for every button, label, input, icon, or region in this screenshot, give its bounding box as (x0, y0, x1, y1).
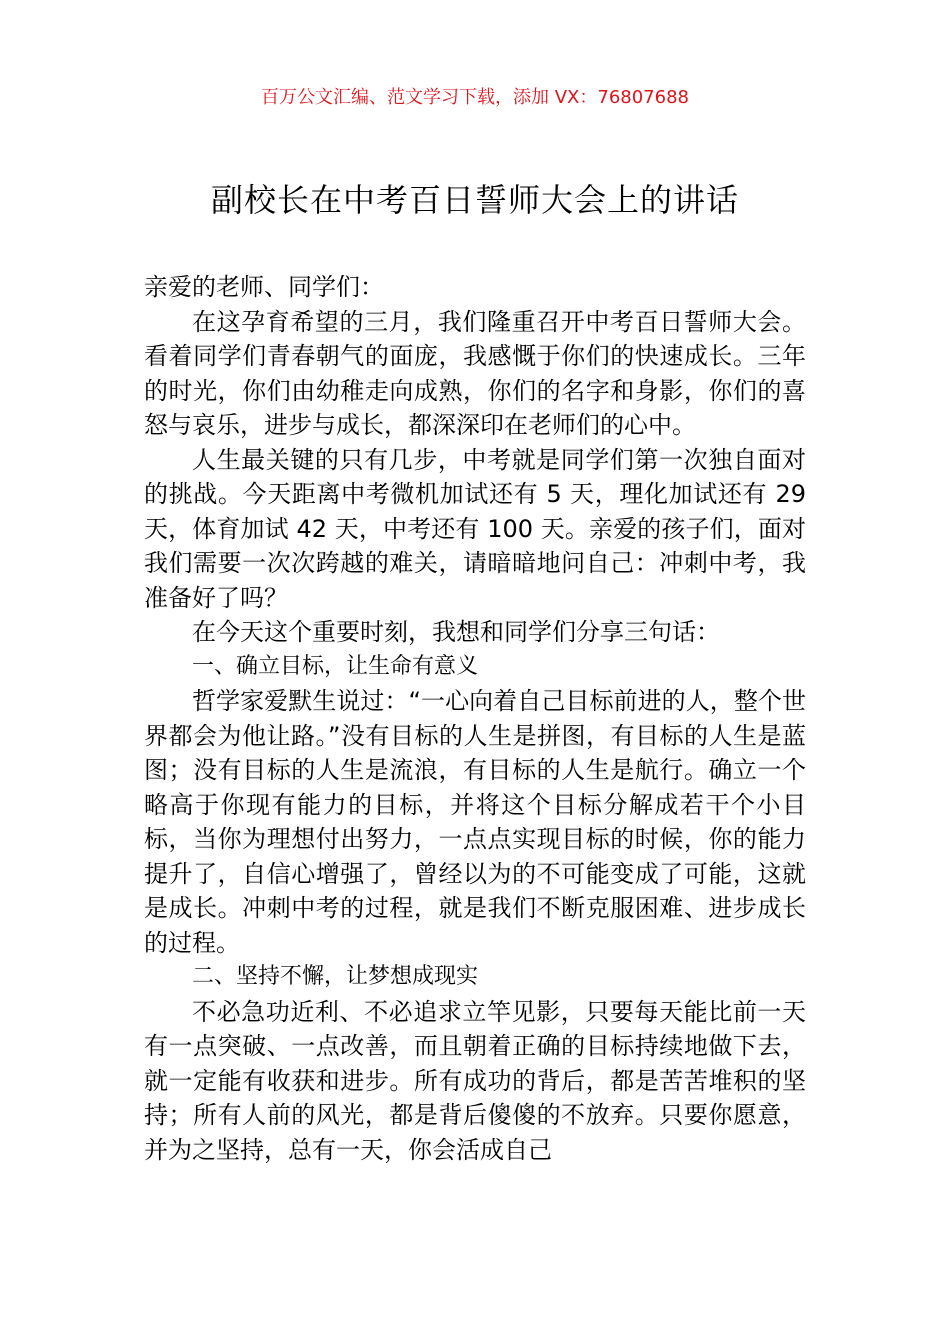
document-title: 副校长在中考百日誓师大会上的讲话 (210, 181, 739, 219)
paragraph-intro: 在这孕育希望的三月，我们隆重召开中考百日誓师大会。看着同学们青春朝气的面庞，我感慨于你们的快速成长。三年的时光，你们由幼稚走向成熟，你们的名字和身影，你们的喜怒与哀乐，进步与成长，都深深印在老师们的心中。 (144, 307, 806, 439)
salutation: 亲爱的老师、同学们： (144, 273, 384, 301)
section-heading-1: 一、确立目标，让生命有意义 (192, 653, 479, 679)
section-heading-2: 二、坚持不懈，让梦想成现实 (192, 964, 479, 989)
document-body (144, 270, 806, 1167)
paragraph-share: 在今天这个重要时刻，我想和同学们分享三句话： (192, 618, 720, 646)
section-text-2: 不必急功近利、不必追求立竿见影，只要每天能比前一天有一点突破、一点改善，而且朝着正确的目标持续地做下去，就一定能有收获和进步。所有成功的背后，都是苦苦堆积的坚持；所有人前的风光，都是背后傻傻的不放弃。只要你愿意，并为之坚持，总有一天，你会活成自己 (144, 997, 806, 1164)
section-text-1: 哲学家爱默生说过：“一心向着自己目标前进的人，整个世界都会为他让路。”没有目标的人生是拼图，有目标的人生是蓝图；没有目标的人生是流浪，有目标的人生是航行。确立一个略高于你现有能力的目标，并将这个目标分解成若干个小目标，当你为理想付出努力，一点点实现目标的时候，你的能力提升了，自信心增强了，曾经以为的不可能变成了可能，这就是成长。冲刺中考的过程，就是我们不断克服困难、进步成长的过程。 (144, 687, 806, 957)
header-note: 百万公文汇编、范文学习下载，添加 VX：76807688 (261, 87, 689, 108)
paragraph-countdown: 人生最关键的只有几步，中考就是同学们第一次独自面对的挑战。今天距离中考微机加试还有 5 天，理化加试还有 29 天，体育加试 42 天，中考还有 100 天。亲爱的孩子们，面对我们需要一次次跨越的难关，请暗暗地问自己：冲刺中考，我准备好了吗？ (144, 445, 806, 612)
